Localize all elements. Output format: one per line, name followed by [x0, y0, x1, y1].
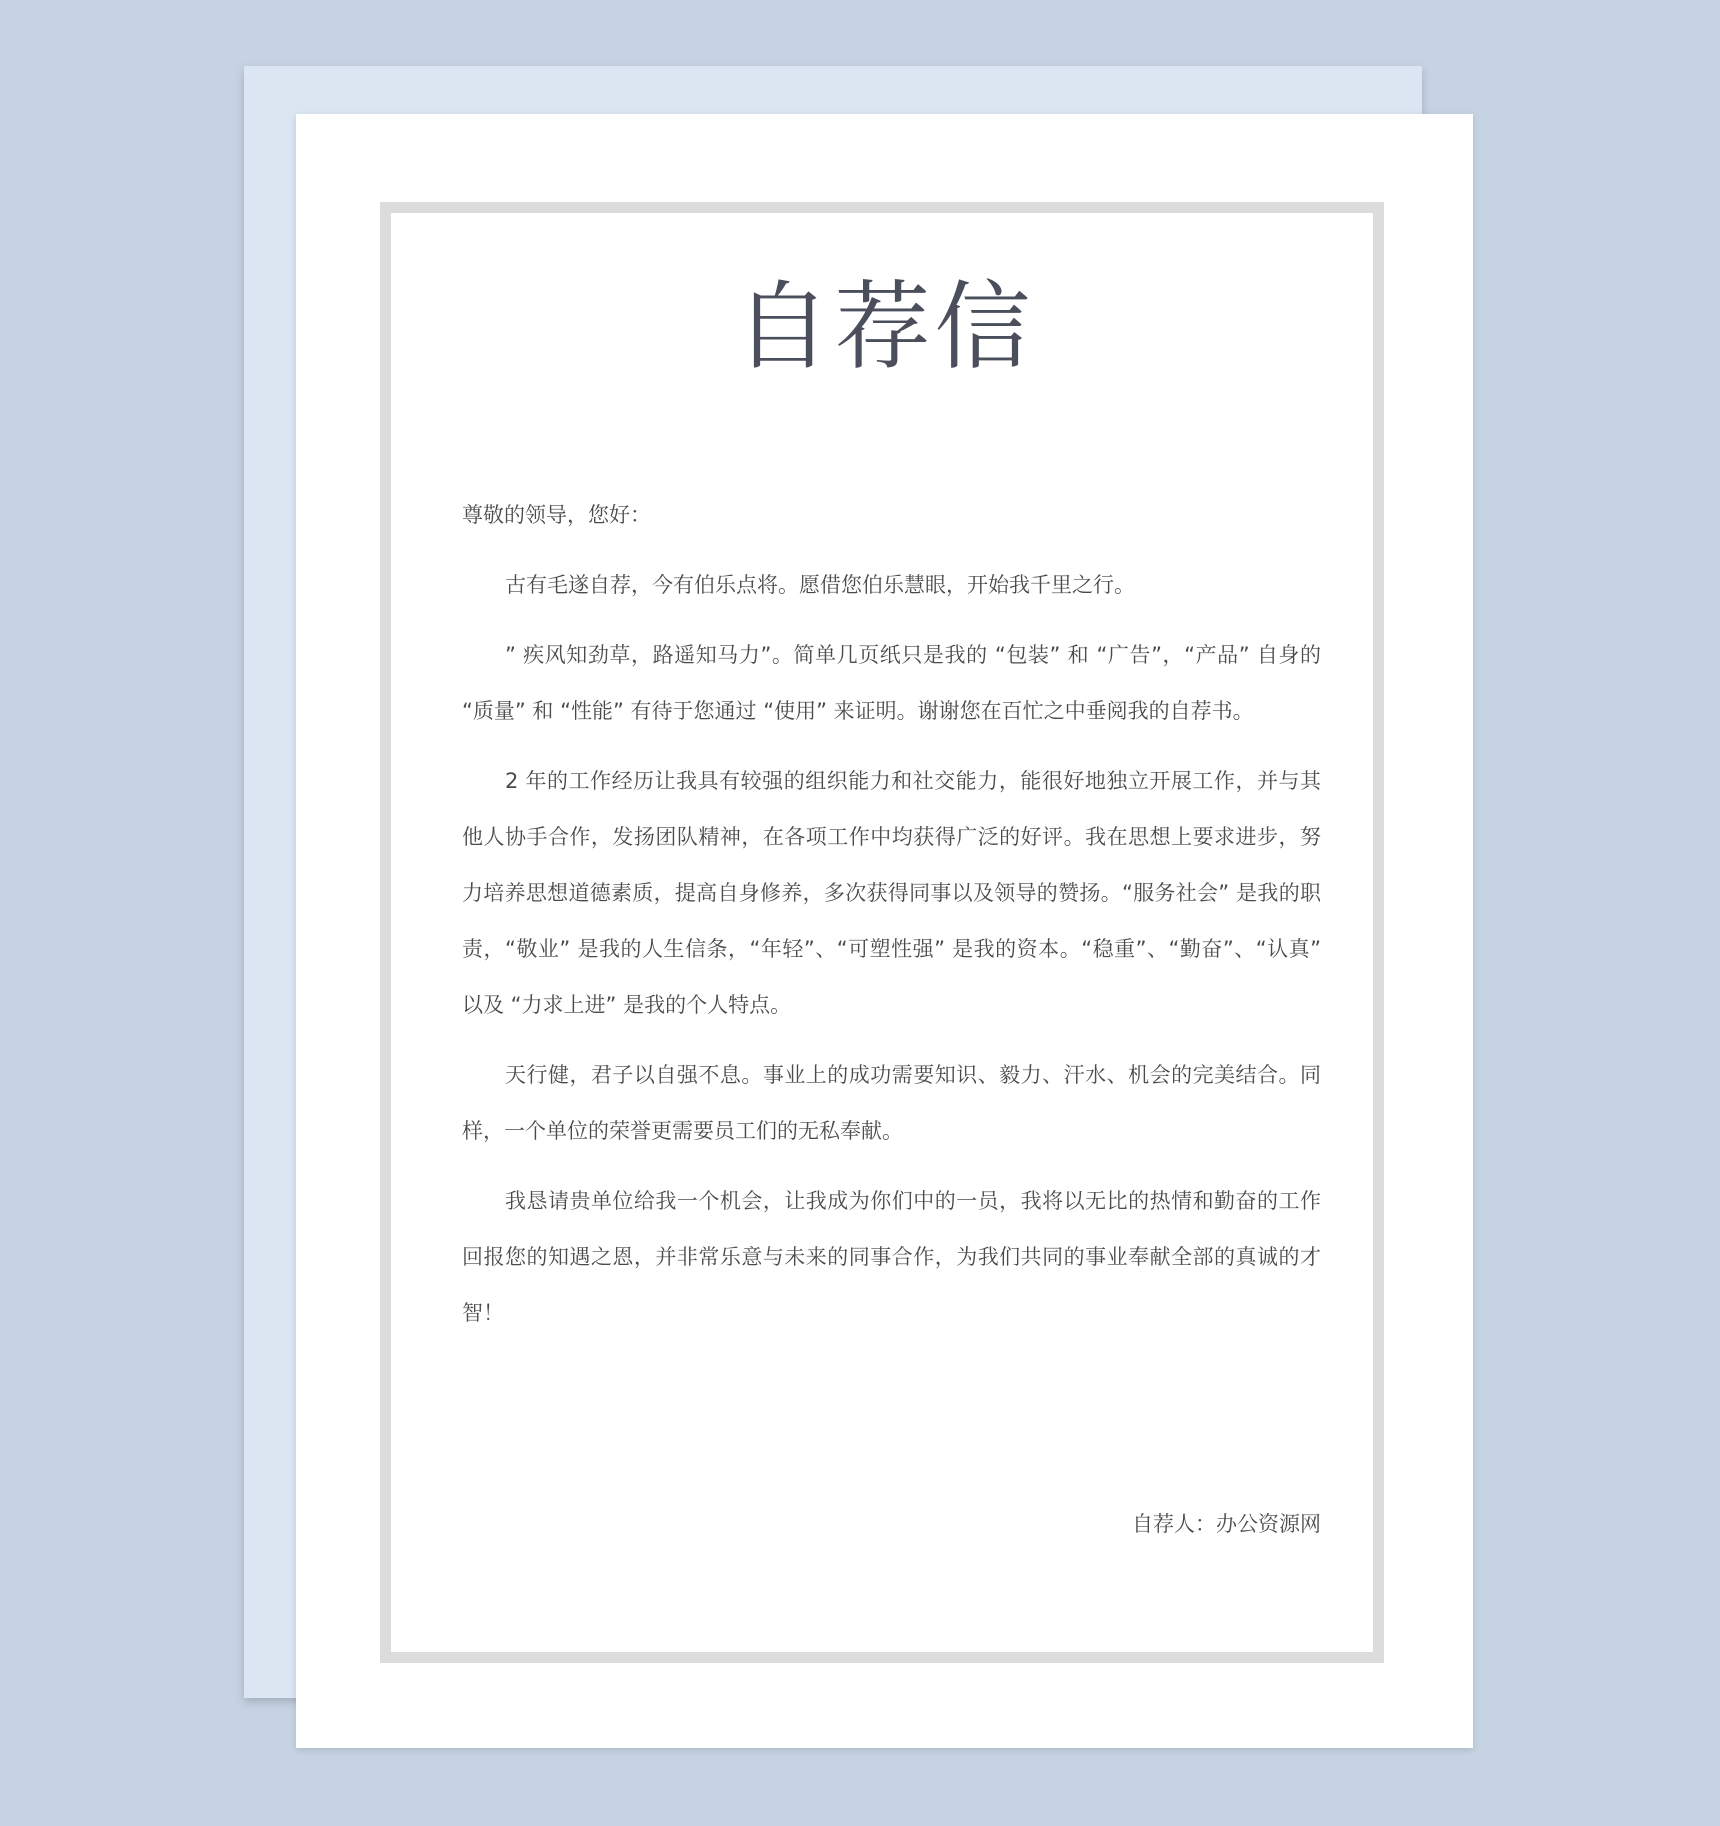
paragraph-5: 我恳请贵单位给我一个机会，让我成为你们中的一员，我将以无比的热情和勤奋的工作回报您的知遇之恩，并非常乐意与未来的同事合作，为我们共同的事业奉献全部的真诚的才智！: [462, 1189, 1321, 1325]
letter-signature: 自荐人：办公资源网: [1132, 1512, 1321, 1536]
paragraph-1: 古有毛遂自荐，今有伯乐点将。愿借您伯乐慧眼，开始我千里之行。: [505, 573, 1135, 597]
letter-body: [462, 487, 1321, 1355]
paragraph-3: 2 年的工作经历让我具有较强的组织能力和社交能力，能很好地独立开展工作，并与其他人协手合作，发扬团队精神，在各项工作中均获得广泛的好评。我在思想上要求进步，努力培养思想道德素质，提高自身修养，多次获得同事以及领导的赞扬。“服务社会” 是我的职责，“敬业” 是我的人生信条，“年轻”、“可塑性强” 是我的资本。“稳重”、“勤奋”、“认真” 以及 “力求上进” 是我的个人特点。: [462, 769, 1321, 1017]
letter-title: 自荐信: [734, 271, 1035, 383]
letter-greeting: 尊敬的领导，您好：: [462, 503, 651, 527]
letter-page: [296, 114, 1473, 1748]
paragraph-2: ” 疾风知劲草，路遥知马力”。简单几页纸只是我的 “包装” 和 “广告”，“产品” 自身的 “质量” 和 “性能” 有待于您通过 “使用” 来证明。谢谢您在百忙之中垂阅我的自荐书。: [462, 643, 1321, 723]
paragraph-4: 天行健，君子以自强不息。事业上的成功需要知识、毅力、汗水、机会的完美结合。同样，一个单位的荣誉更需要员工们的无私奉献。: [462, 1063, 1321, 1143]
